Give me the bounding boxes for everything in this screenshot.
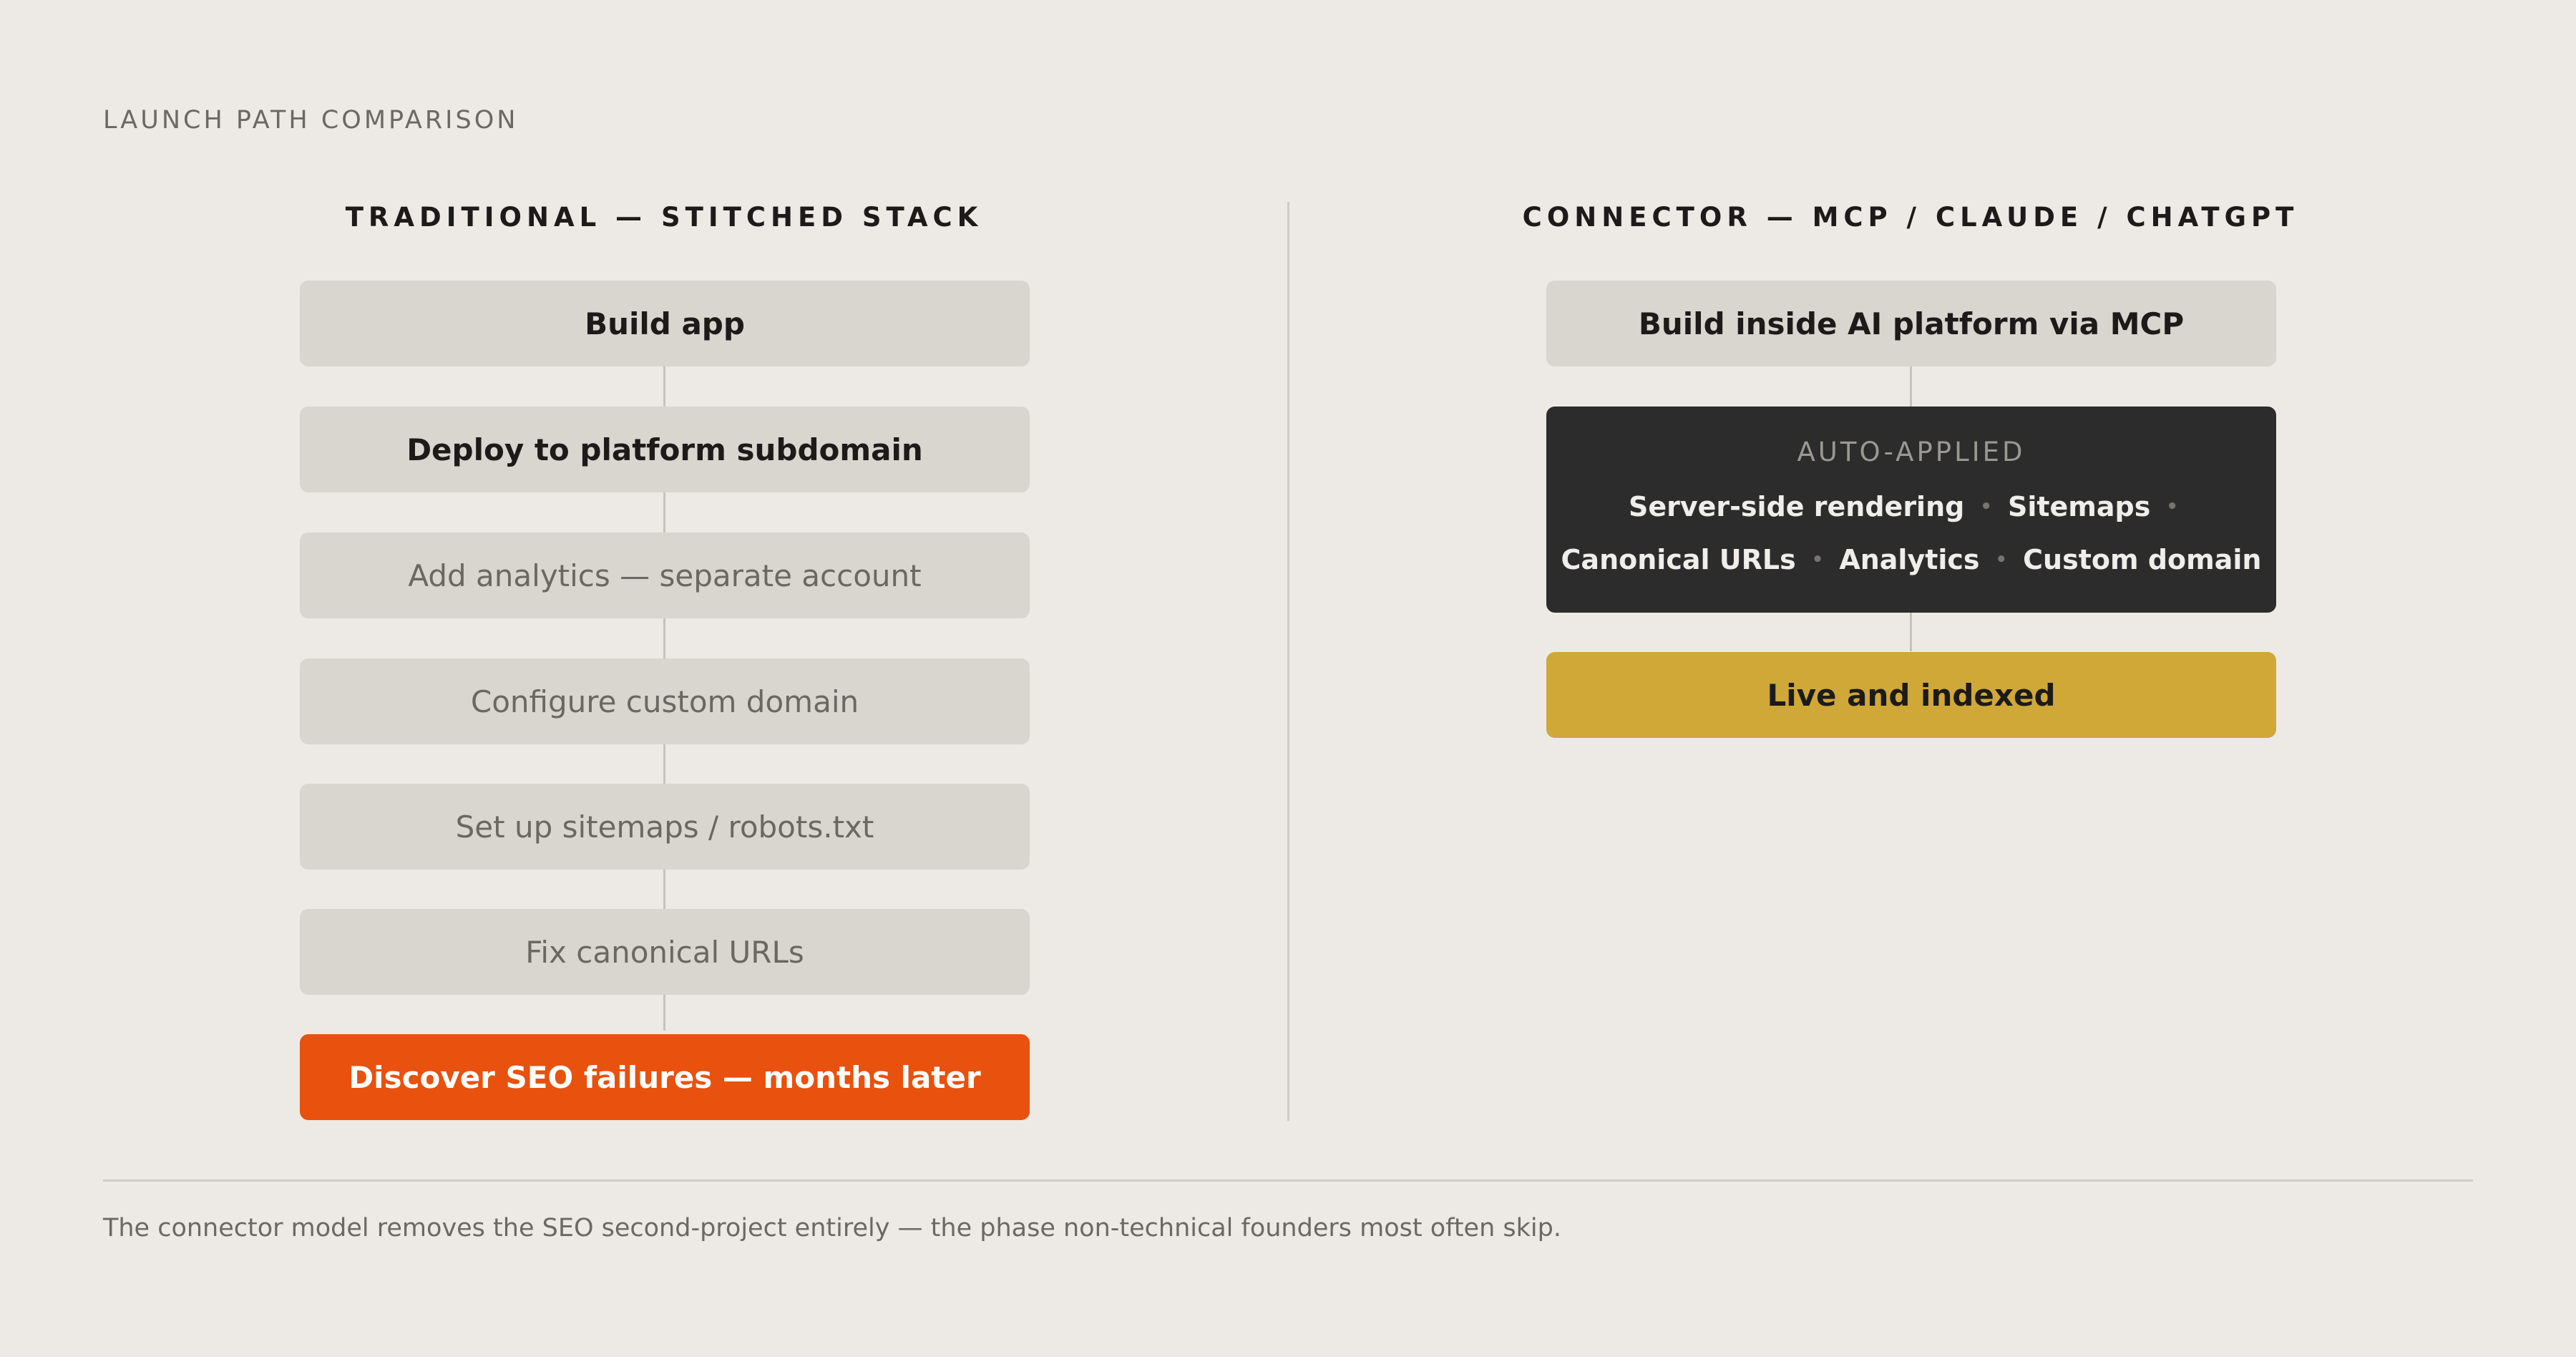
step-deploy-subdomain: Deploy to platform subdomain bbox=[300, 407, 1030, 492]
auto-applied-title: AUTO-APPLIED bbox=[1797, 437, 2026, 467]
feature-sitemaps: Sitemaps bbox=[2007, 491, 2151, 522]
auto-applied-box bbox=[1546, 407, 2276, 613]
feature-analytics: Analytics bbox=[1839, 544, 1980, 575]
auto-applied-row bbox=[1546, 491, 2276, 522]
connector-heading: CONNECTOR — MCP / CLAUDE / CHATGPT bbox=[1522, 202, 2299, 233]
feature-custom-domain: Custom domain bbox=[2023, 544, 2262, 575]
footer-caption: The connector model removes the SEO second-project entirely — the phase non-technical founders most often skip. bbox=[103, 1214, 1561, 1242]
separator-dot: • bbox=[2166, 496, 2178, 517]
step-build-app: Build app bbox=[300, 281, 1030, 366]
step-configure-domain: Configure custom domain bbox=[300, 658, 1030, 744]
page-label: LAUNCH PATH COMPARISON bbox=[103, 106, 519, 135]
step-sitemaps-robots: Set up sitemaps / robots.txt bbox=[300, 784, 1030, 870]
separator-dot: • bbox=[1811, 549, 1824, 570]
step-build-mcp: Build inside AI platform via MCP bbox=[1546, 281, 2276, 366]
traditional-heading: TRADITIONAL — STITCHED STACK bbox=[345, 202, 983, 233]
separator-dot: • bbox=[1995, 549, 2008, 570]
feature-canonical: Canonical URLs bbox=[1561, 544, 1796, 575]
auto-applied-row bbox=[1546, 544, 2276, 575]
feature-ssr: Server-side rendering bbox=[1629, 491, 1965, 522]
separator-dot: • bbox=[1980, 496, 1992, 517]
column-divider bbox=[1287, 202, 1289, 1121]
step-seo-failures: Discover SEO failures — months later bbox=[300, 1034, 1030, 1120]
footer-divider bbox=[103, 1180, 2473, 1182]
step-live-indexed: Live and indexed bbox=[1546, 652, 2276, 738]
step-fix-canonical: Fix canonical URLs bbox=[300, 909, 1030, 995]
step-add-analytics: Add analytics — separate account bbox=[300, 532, 1030, 618]
